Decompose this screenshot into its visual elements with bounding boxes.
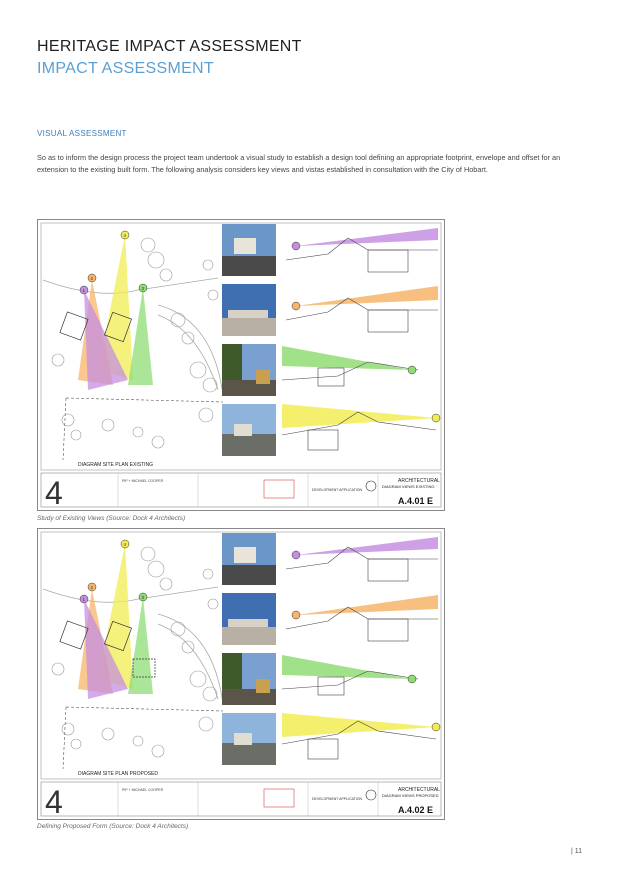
view-marker-3: 3	[141, 286, 145, 291]
view-marker-1: 1	[82, 597, 86, 602]
view-marker-2: 2	[90, 585, 94, 590]
site-plan	[43, 231, 223, 468]
discipline-label: ARCHITECTURAL	[398, 787, 440, 793]
sheet-title: DIAGRAM VIEWS EXISTING	[382, 484, 435, 489]
issue-status: DEVELOPMENT APPLICATION	[312, 488, 363, 492]
view-sections	[282, 228, 440, 450]
drawing-sheet-proposed	[37, 528, 445, 820]
view-photographs	[222, 533, 276, 765]
discipline-label: ARCHITECTURAL	[398, 478, 440, 484]
drawing-number: A.4.02 E	[398, 805, 434, 815]
page-title: HERITAGE IMPACT ASSESSMENT	[37, 38, 302, 55]
page-subtitle: IMPACT ASSESSMENT	[37, 60, 214, 77]
figure-caption-2: Defining Proposed Form (Source: Dock 4 Architects)	[37, 823, 189, 830]
view-sections	[282, 537, 440, 759]
firm-logo-numeral: 4	[45, 475, 63, 510]
issue-status: DEVELOPMENT APPLICATION	[312, 797, 363, 801]
figure-caption-1: Study of Existing Views (Source: Dock 4 Architects)	[37, 515, 186, 522]
firm-logo-numeral: 4	[45, 784, 63, 819]
view-photographs	[222, 224, 276, 456]
view-cone-3	[128, 288, 153, 385]
view-cone-3	[128, 597, 153, 694]
drawing-number: A.4.01 E	[398, 496, 434, 506]
sheet-title: DIAGRAM VIEWS PROPOSED	[382, 793, 439, 798]
intro-paragraph: So as to inform the design process the project team undertook a visual study to establish a design tool defining an appropriate footprint, envelope and offset for an extension to the existing built form. The following analysis considers key views and vistas established in consultation with the City of Hobart.	[37, 153, 561, 174]
view-marker-3: 3	[141, 595, 145, 600]
view-marker-2: 2	[90, 276, 94, 281]
client-name: PIP + MICHAEL COOPER	[122, 479, 164, 483]
title-block	[41, 473, 441, 510]
site-plan	[43, 540, 223, 777]
view-marker-1: 1	[82, 288, 86, 293]
site-plan-label: DIAGRAM SITE PLAN PROPOSED	[78, 771, 159, 777]
view-marker-4: 4	[123, 542, 127, 547]
section-heading: VISUAL ASSESSMENT	[37, 129, 127, 138]
title-block	[41, 782, 441, 819]
site-plan-label: DIAGRAM SITE PLAN EXISTING	[78, 462, 154, 468]
drawing-sheet-existing	[37, 219, 445, 511]
view-marker-4: 4	[123, 233, 127, 238]
client-name: PIP + MICHAEL COOPER	[122, 788, 164, 792]
page-number: | 11	[571, 848, 583, 855]
